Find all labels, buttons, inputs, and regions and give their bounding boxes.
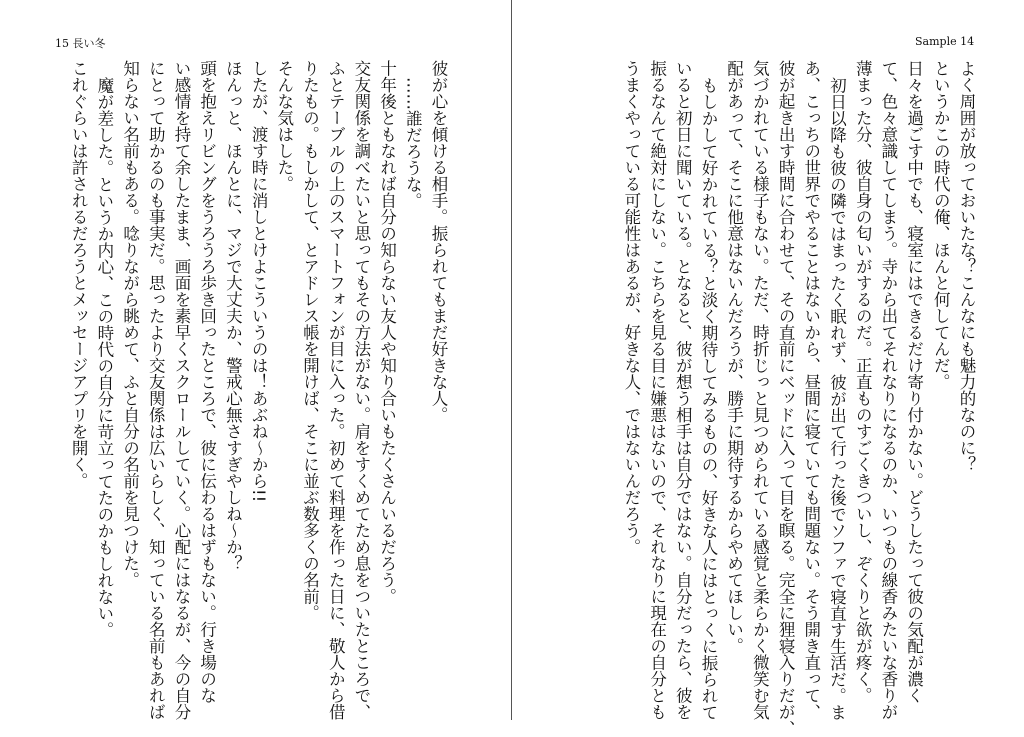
text-line: 薄まった分、彼自身の匂いがするのだ。正直ものすごくきついし、ぞくりと欲が疼く。	[853, 60, 873, 704]
text-line: というかこの時代の俺、ほんと何してんだ。	[931, 60, 951, 390]
right-page	[513, 0, 1024, 737]
text-line: そんな気はした。	[274, 60, 294, 192]
text-line: したが、渡す時に消しとけよこういうのは！あぶね～から!!	[249, 60, 269, 503]
text-line: にとって助かるのも事実だ。思ったより交友関係は広いらしく、知っている名前もあれば	[146, 60, 166, 720]
page-gutter-divider	[511, 0, 512, 720]
text-line: もしかして好かれている？と淡く期待してみるものの、好きな人にはとっくに振られて	[698, 76, 718, 720]
text-line: うまくやっている可能性はあるが、好きな人、ではないんだろう。	[621, 60, 641, 555]
text-line: 交友関係を調べたいと思ってもその方法がない。肩をすくめてため息をついたところで、	[351, 60, 371, 720]
text-line: あ、こっちの世界でやることはないから、昼間に寝ていても問題ない。そう開き直って、	[801, 60, 821, 720]
text-line: 魔が差した。というか内心、この時代の自分に苛立ってたのかもしれない。	[94, 76, 114, 638]
text-line: ……誰だろうな。	[403, 76, 423, 209]
text-line: て、色々意識してしまう。寺から出てそれなりになるのか、いつもの線香みたいな香りが	[878, 60, 898, 720]
text-line: 初日以降も彼の隣ではまったく眠れず、彼が出て行った後でソファで寝直す生活だ。ま	[827, 76, 847, 720]
left-page	[0, 0, 511, 720]
text-line: ほんっと、ほんとに、マジで大丈夫か、警戒心無さすぎやしね～か？	[223, 60, 243, 572]
page-header-right: Sample 14	[915, 35, 975, 48]
text-line: 配があって、そこに他意はないんだろうが、勝手に期待するからやめてほしい。	[724, 60, 744, 654]
text-line: いると初日に聞いている。となると、彼が想う相手は自分ではない。自分だったら、彼を	[673, 60, 693, 720]
text-line: ふとテーブルの上のスマートフォンが目に入った。初めて料理を作った日に、敬人から借	[326, 60, 346, 720]
left-page-body	[65, 60, 451, 720]
text-line: 十年後ともなれば自分の知らない友人や知り合いもたくさんいるだろう。	[377, 60, 397, 605]
text-line: 知らない名前もある。唸りながら眺めて、ふと自分の名前を見つけた。	[120, 60, 140, 588]
text-line: りたもの。もしかして、とアドレス帳を開けば、そこに並ぶ数多くの名前。	[300, 60, 320, 621]
text-line: 頭を抱えリビングをうろうろ歩き回ったところで、彼に伝わるはずもない。行き場のな	[197, 60, 217, 704]
text-line: これぐらいは許されるだろうとメッセージアプリを開く。	[69, 60, 89, 489]
text-line: 彼が起き出す時間に合わせて、その直前にベッドに入って目を瞑る。完全に狸寝入りだが、	[776, 60, 796, 737]
text-line: よく周囲が放っておいたな？こんなにも魅力的なのに？	[957, 60, 976, 473]
text-line: 彼が心を傾ける相手。振られてもまだ好きな人。	[429, 60, 448, 423]
text-line: い感情を持て余したまま、画面を素早くスクロールしていく。心配にはなるが、今の自分	[171, 60, 191, 720]
text-line: 日々を過ごす中でも、寝室にはできるだけ寄り付かない。どうしたって彼の気配が濃く	[904, 60, 924, 704]
page-header-left: 15 長い冬	[55, 37, 106, 50]
text-line: 気づかれている様子もない。ただ、時折じっと見つめられている感覚と柔らかく微笑む気	[750, 60, 770, 720]
right-page-body	[618, 60, 979, 737]
text-line: 振るなんて絶対にしない。こちらを見る目に嫌悪はないので、それなりに現在の自分とも	[647, 60, 667, 720]
